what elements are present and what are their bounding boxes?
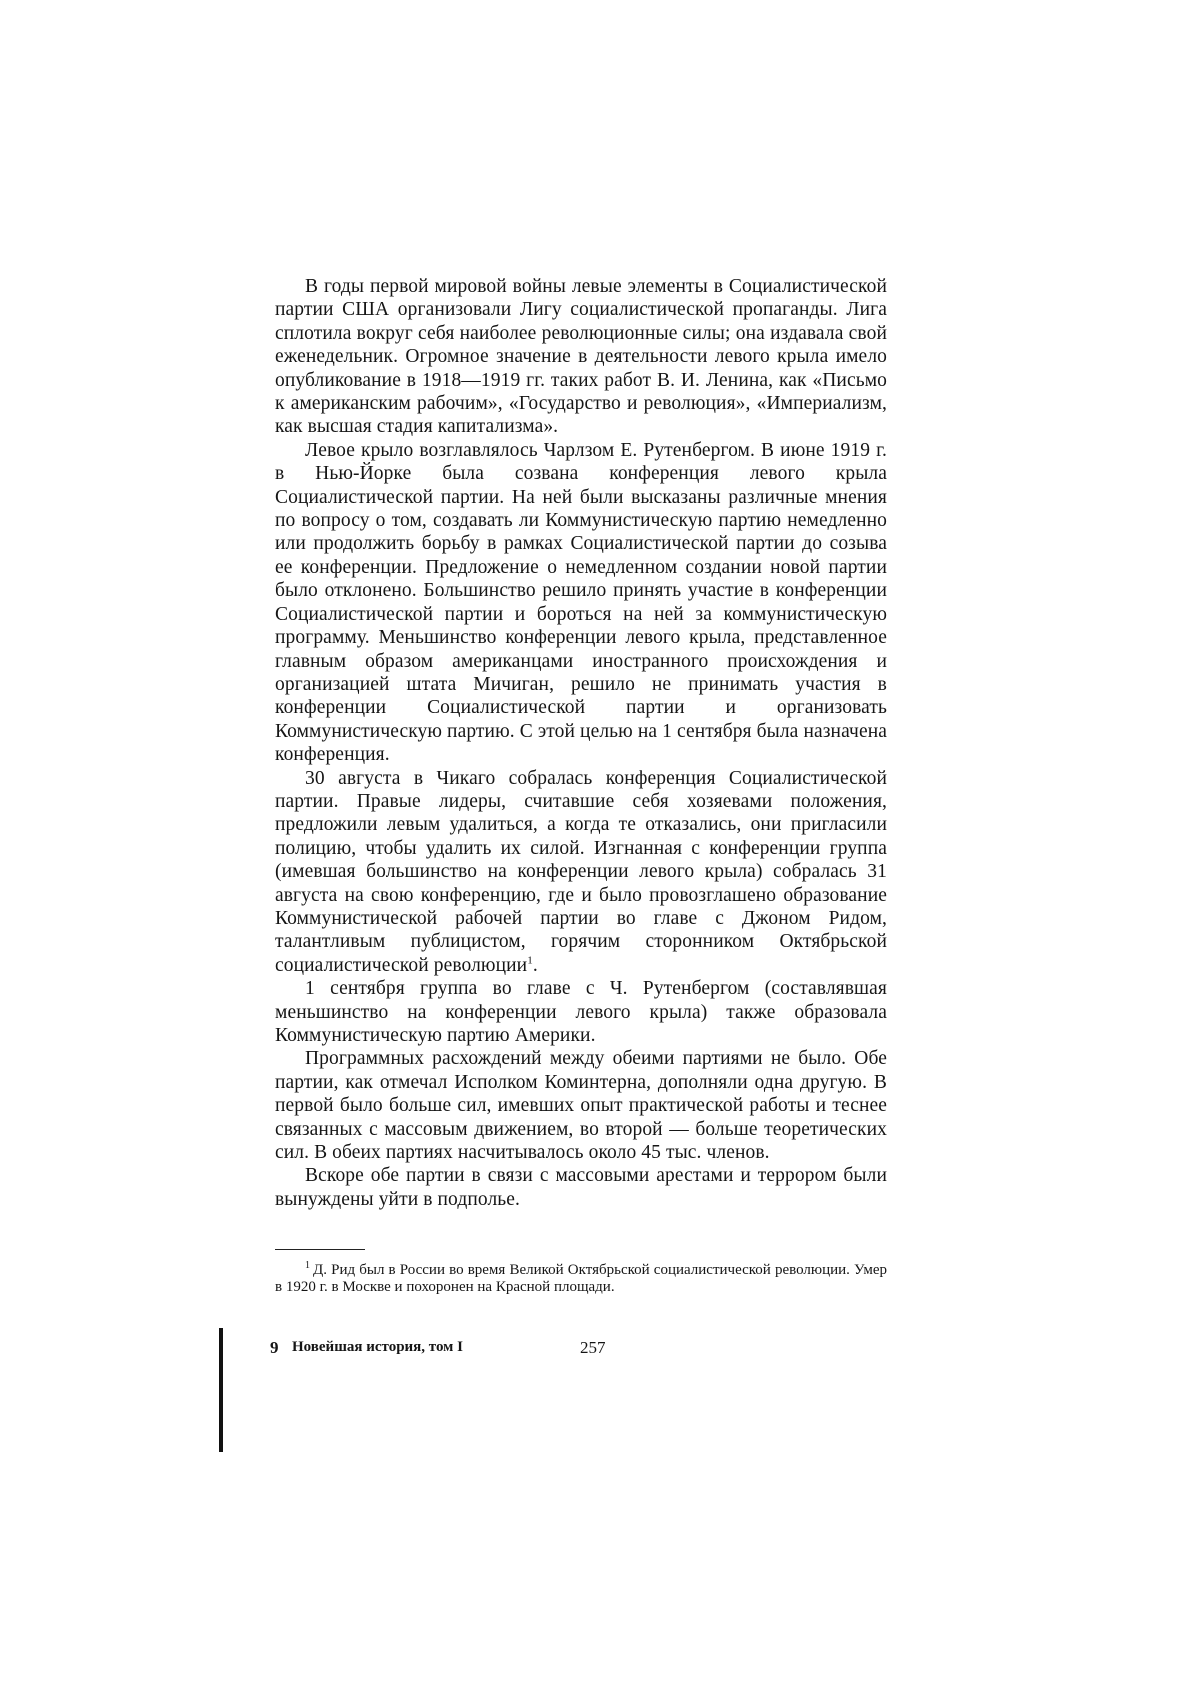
paragraph-5: Программных расхождений между обеими партиями не было. Обе партии, как отмечал Исполком Коминтерна, дополняли одна другую. В первой было больше сил, имевших опыт практической работы и теснее связанных с массовым движением, во второй — больше теоретических сил. В обеих партиях насчитывалось около 45 тыс. членов. <box>275 1048 887 1164</box>
footnote-mark: 1 <box>305 1260 310 1271</box>
footnote <box>275 1262 887 1295</box>
footnote-divider <box>275 1249 365 1250</box>
footnote-text: Д. Рид был в России во время Великой Октябрьской социалистической революции. Умер в 1920 г. в Москве и похоронен на Красной площади. <box>275 1262 887 1295</box>
paragraph-2: Левое крыло возглавлялось Чарлзом Е. Рутенбергом. В июне 1919 г. в Нью-Йорке была созвана конференция левого крыла Социалистической партии. На ней были высказаны различные мнения по вопросу о том, создавать ли Коммунистическую партию немедленно или продолжить борьбу в рамках Социалистической партии до созыва ее конференции. Предложение о немедленном создании новой партии было отклонено. Большинство решило принять участие в конференции Социалистической партии и бороться на ней за коммунистическую программу. Меньшинство конференции левого крыла, представленное главным образом американцами иностранного происхождения и организацией штата Мичиган, решило не принимать участия в конференции Социалистической партии и организовать Коммунистическую партию. С этой целью на 1 сентября была назначена конференция. <box>275 439 887 766</box>
main-text <box>275 275 887 1211</box>
signature-number: 9 <box>270 1338 279 1357</box>
paragraph-3: 30 августа в Чикаго собралась конференция Социалистической партии. Правые лидеры, считавшие себя хозяевами положения, предложили левым удалиться, а когда те отказались, они пригласили полицию, чтобы удалить их силой. Изгнанная с конференции группа (имевшая большинство на конференции левого крыла) собралась 31 августа на свою конференцию, где и было провозглашено образование Коммунистической рабочей партии во главе с Джоном Ридом, талантливым публицистом, горячим сторонником Октябрьской социалистической революции$^1$. <box>275 767 887 976</box>
paragraph-4: 1 сентября группа во главе с Ч. Рутенбергом (составлявшая меньшинство на конференции левого крыла) также образовала Коммунистическую партию Америки. <box>275 978 887 1046</box>
paragraph-6: Вскоре обе партии в связи с массовыми арестами и террором были вынуждены уйти в подполье. <box>275 1165 887 1210</box>
scan-margin-line <box>219 1328 223 1452</box>
paragraph-3-text: 30 августа в Чикаго собралась конференция Социалистической партии. Правые лидеры, считавшие себя хозяевами положения, предложили левым удалиться, а когда те отказались, они пригласили полицию, чтобы удалить их силой. Изгнанная с конференции группа (имевшая большинство на конференции левого крыла) собралась 31 августа на свою конференцию, где и было провозглашено образование Коммунистической рабочей партии во главе с Джоном Ридом, талантливым публицистом, горячим сторонником Октябрьской социалистической революции <box>275 767 887 976</box>
footnote-reference[interactable]: 1 <box>527 954 533 967</box>
paragraph-1: В годы первой мировой войны левые элементы в Социалистической партии США организовали Лигу социалистической пропаганды. Лига сплотила вокруг себя наиболее революционные силы; она издавала свой еженедельник. Огромное значение в деятельности левого крыла имело опубликование в 1918—1919 гг. таких работ В. И. Ленина, как «Письмо к американским рабочим», «Государство и революция», «Империализм, как высшая стадия капитализма». <box>275 276 887 438</box>
book-title: Новейшая история, том I <box>292 1339 463 1355</box>
page-number: 257 <box>580 1338 606 1357</box>
page-footer <box>270 1338 882 1360</box>
